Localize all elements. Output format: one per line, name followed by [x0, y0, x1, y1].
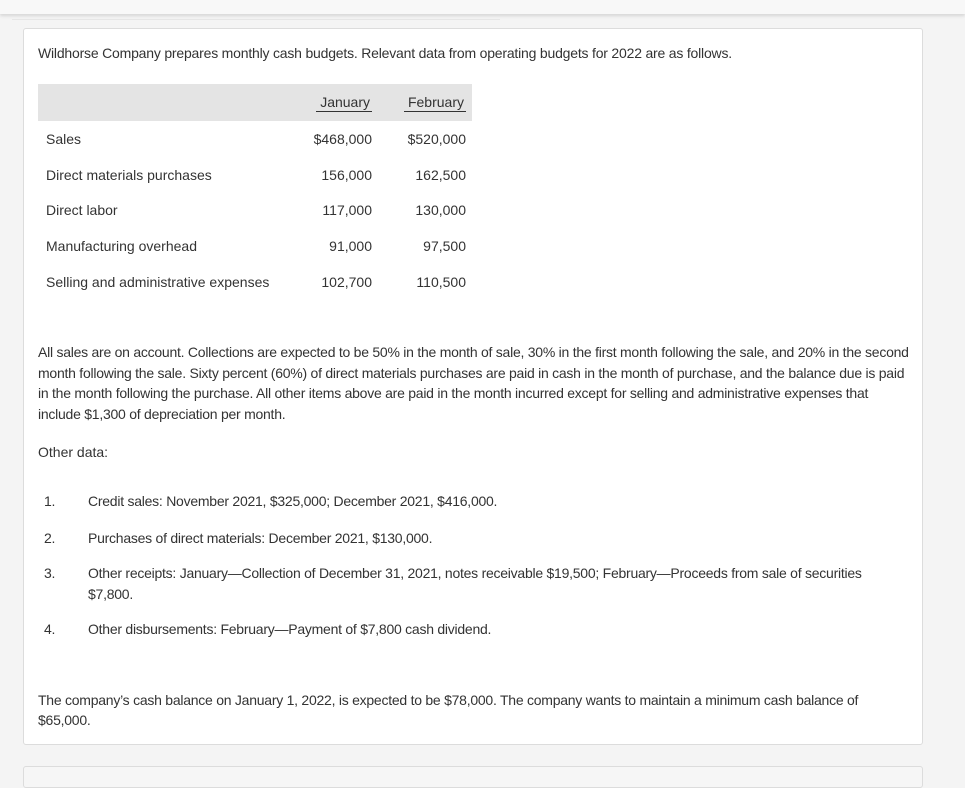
cell-february: 97,500	[423, 238, 466, 255]
list-text: Other receipts: January—Collection of December 31, 2021, notes receivable $19,500; February—Proceeds from sale of securities $7,800.	[88, 565, 862, 602]
list-item	[38, 619, 908, 640]
row-label: Sales	[46, 130, 82, 147]
table-row	[38, 121, 472, 157]
top-bar	[0, 0, 965, 14]
budget-table	[38, 84, 472, 300]
row-label: Manufacturing overhead	[46, 238, 197, 255]
cell-january: 117,000	[322, 202, 372, 219]
divider	[12, 19, 500, 20]
list-number: 2.	[44, 529, 56, 546]
list-number: 3.	[44, 565, 56, 581]
list-text: Other disbursements: February—Payment of $7,800 cash dividend.	[88, 621, 492, 637]
list-text: Credit sales: November 2021, $325,000; December 2021, $416,000.	[88, 493, 498, 509]
cell-february: 110,500	[416, 274, 466, 291]
list-item	[38, 528, 908, 549]
intro-text: Wildhorse Company prepares monthly cash budgets. Relevant data from operating budgets for 2022 are as follows.	[38, 45, 732, 61]
list-item	[38, 563, 908, 604]
cell-january: $468,000	[313, 130, 372, 147]
header-january: January	[308, 84, 372, 121]
row-label: Direct materials purchases	[46, 166, 212, 183]
cell-february: 130,000	[415, 202, 466, 219]
cell-january: 102,700	[321, 274, 372, 291]
other-data-list	[38, 491, 908, 640]
list-number: 1.	[44, 493, 56, 509]
list-text: Purchases of direct materials: December 2021, $130,000.	[88, 529, 433, 546]
cell-february: 162,500	[415, 166, 466, 183]
cell-february: $520,000	[407, 130, 466, 147]
table-row	[38, 193, 472, 229]
collections-paragraph: All sales are on account. Collections are expected to be 50% in the month of sale, 30% in the first month following the sale, and 20% in the second month following the sale. Sixty percent (60%) of direct materials purchases are paid in cash in the month of purchase, and the balance due is paid in the month following the purchase. All other items above are paid in the month incurred except for selling and administrative expenses that include $1,300 of depreciation per month.	[38, 344, 909, 422]
table-header-row	[38, 84, 472, 121]
header-blank	[38, 84, 308, 121]
cell-january: 91,000	[329, 238, 372, 255]
table-row	[38, 228, 472, 264]
list-number: 4.	[44, 621, 56, 637]
closing-paragraph: The company’s cash balance on January 1, 2022, is expected to be $78,000. The company wants to maintain a minimum cash balance of $65,000.	[38, 692, 859, 728]
list-item	[38, 491, 908, 512]
row-label: Direct labor	[46, 202, 118, 219]
other-data-label: Other data:	[38, 444, 109, 460]
next-card	[23, 766, 923, 788]
header-february: February	[372, 84, 472, 121]
table-row	[38, 157, 472, 193]
cell-january: 156,000	[321, 166, 372, 183]
row-label: Selling and administrative expenses	[46, 274, 270, 291]
table-row	[38, 264, 472, 300]
problem-card	[23, 28, 923, 745]
